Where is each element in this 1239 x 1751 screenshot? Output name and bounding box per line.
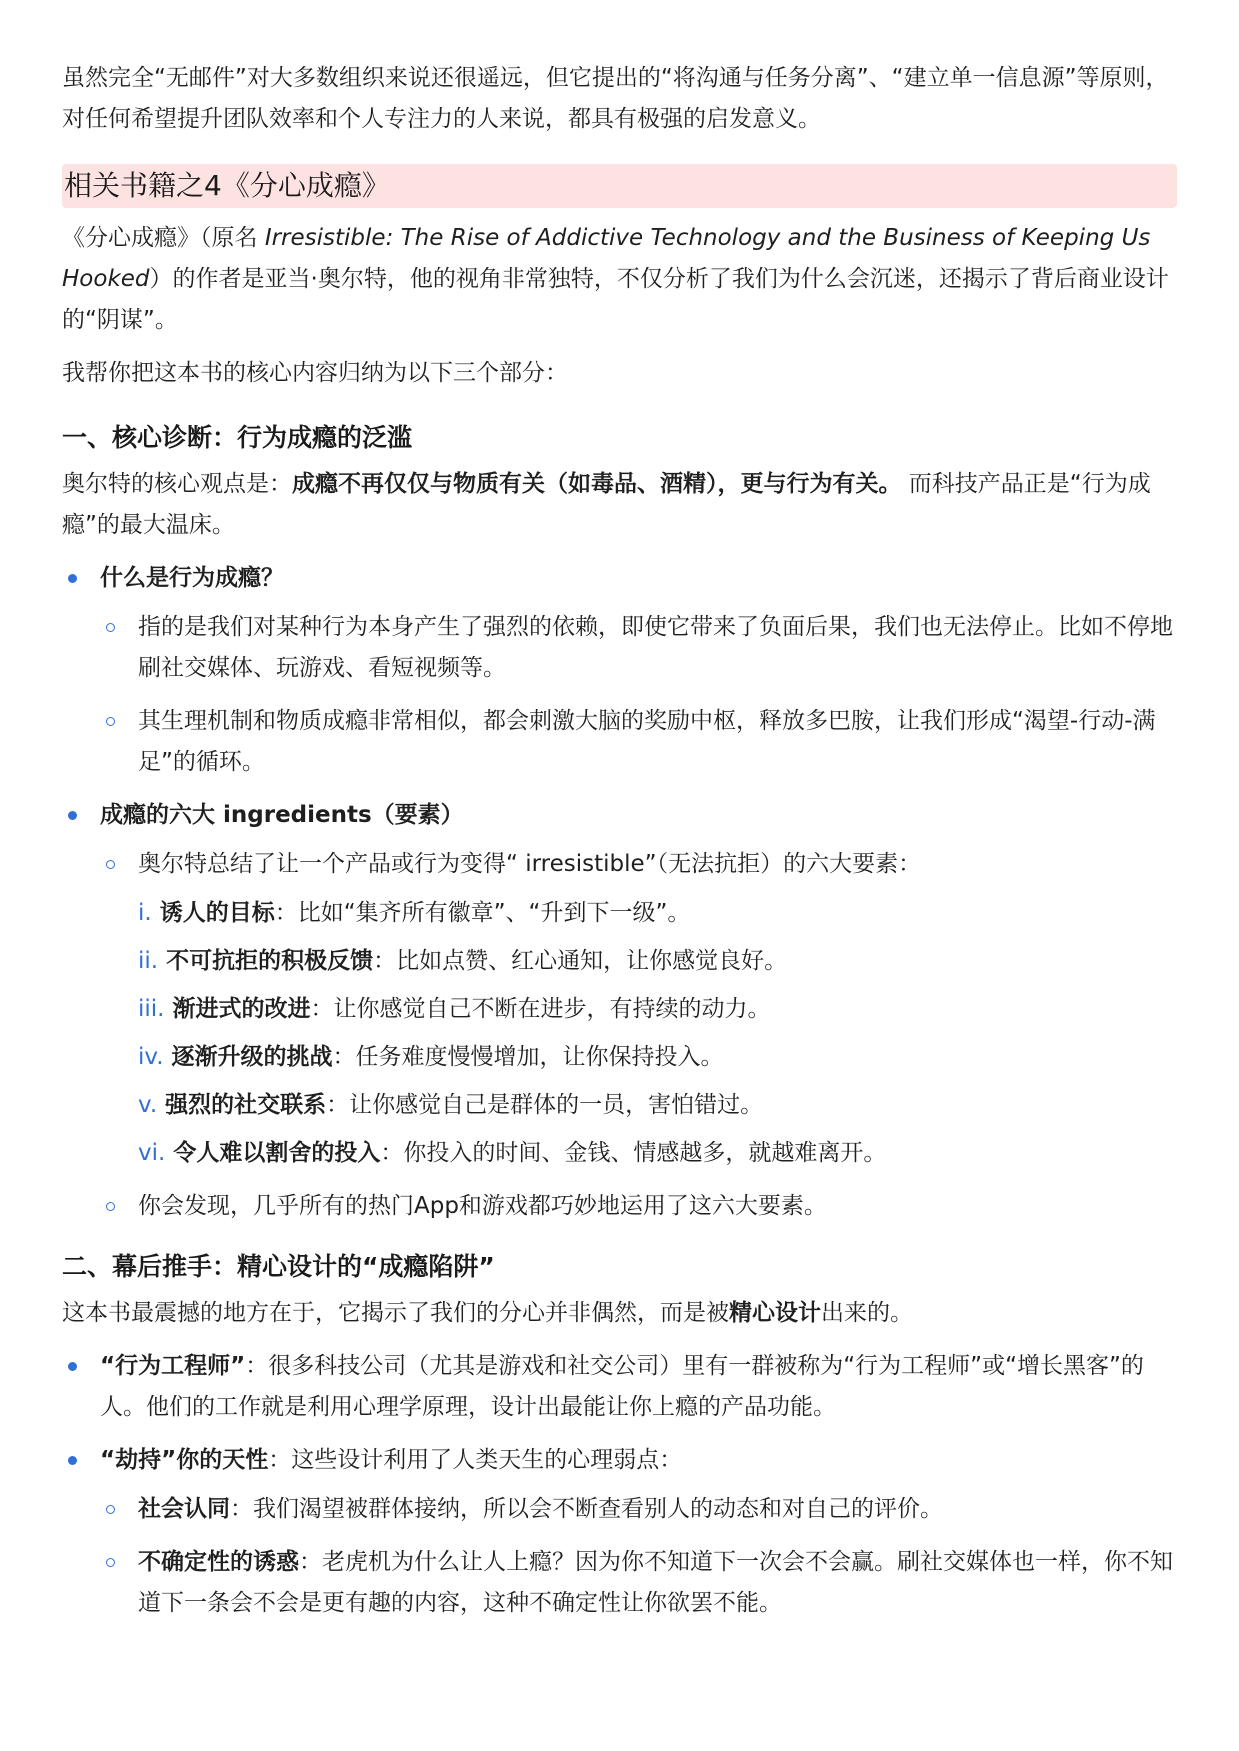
element-name: 不可抗拒的积极反馈 [166,948,374,974]
part1-para-bold: 成瘾不再仅仅与物质有关（如毒品、酒精），更与行为有关。 [292,471,902,497]
book-intro-pre: 《分心成瘾》（原名 [62,225,265,251]
element-name: 令人难以割舍的投入 [173,1140,381,1166]
element-name: 强烈的社交联系 [165,1092,327,1118]
list-item: 你会发现，几乎所有的热门App和游戏都巧妙地运用了这六大要素。 [100,1186,1177,1227]
part1-paragraph [62,464,1177,546]
element-text: ：比如“集齐所有徽章”、“升到下一级”。 [274,900,691,926]
q2-intro: 奥尔特总结了让一个产品或行为变得“ irresistible”（无法抗拒）的六大要素： [138,851,922,877]
item-text: ：我们渴望被群体接纳，所以会不断查看别人的动态和对自己的评价。 [230,1496,943,1522]
list-item [138,941,1177,982]
q1-sublist [100,607,1177,783]
q2-title: 成瘾的六大 ingredients（要素） [100,802,464,828]
part2-para-pre: 这本书最震撼的地方在于，它揭示了我们的分心并非偶然，而是被 [62,1300,729,1326]
book-intro-post: ）的作者是亚当·奥尔特，他的视角非常独特，不仅分析了我们为什么会沉迷，还揭示了背后商业设计的“阴谋”。 [62,266,1169,333]
list-item [138,893,1177,934]
section-title: 相关书籍之4《分心成瘾》 [62,164,1177,208]
b2-bold: “劫持”你的天性 [100,1447,269,1473]
list-item [100,844,1177,1174]
q1-title: 什么是行为成瘾？ [100,565,284,591]
item-bold: 不确定性的诱惑 [138,1549,299,1575]
item-number: ii. [138,948,159,974]
item-number: v. [138,1092,158,1118]
list-item-behavior-addiction [62,558,1177,783]
part2-list [62,1346,1177,1624]
list-item [138,1085,1177,1126]
part1-list [62,558,1177,1227]
element-name: 逐渐升级的挑战 [171,1044,333,1070]
list-item [138,1133,1177,1174]
item-number: iii. [138,996,165,1022]
b1-bold: “行为工程师” [100,1353,246,1379]
list-item [138,989,1177,1030]
part1-para-pre: 奥尔特的核心观点是： [62,471,292,497]
part2-paragraph [62,1293,1177,1334]
b1-text: ：很多科技公司（尤其是游戏和社交公司）里有一群被称为“行为工程师”或“增长黑客”的人。他们的工作就是利用心理学原理，设计出最能让你上瘾的产品功能。 [100,1353,1144,1420]
item-number: vi. [138,1140,166,1166]
element-text: ：让你感觉自己不断在进步，有持续的动力。 [310,996,771,1022]
list-item-behavior-engineers [62,1346,1177,1428]
b2-sublist [100,1489,1177,1624]
element-name: 渐进式的改进 [172,996,311,1022]
element-text: ：任务难度慢慢增加，让你保持投入。 [332,1044,724,1070]
element-text: ：比如点赞、红心通知，让你感觉良好。 [373,948,788,974]
six-elements-list [138,893,1177,1174]
book-intro-paragraph [62,218,1177,341]
list-item: 其生理机制和物质成瘾非常相似，都会刺激大脑的奖励中枢，释放多巴胺，让我们形成“渴望-行动-满足”的循环。 [100,701,1177,783]
item-bold: 社会认同 [138,1496,230,1522]
part1-para-post: 而科技产品正是“行为成瘾”的最大温床。 [62,471,1151,538]
part1-heading: 一、核心诊断：行为成瘾的泛滥 [62,423,413,452]
item-text: ：老虎机为什么让人上瘾？因为你不知道下一次会不会赢。刷社交媒体也一样，你不知道下一条会不会是更有趣的内容，这种不确定性让你欲罢不能。 [138,1549,1173,1616]
part2-para-bold: 精心设计 [729,1300,821,1326]
q2-sublist [100,844,1177,1227]
item-number: iv. [138,1044,164,1070]
list-item: 指的是我们对某种行为本身产生了强烈的依赖，即使它带来了负面后果，我们也无法停止。比如不停地刷社交媒体、玩游戏、看短视频等。 [100,607,1177,689]
b2-text: ：这些设计利用了人类天生的心理弱点： [268,1447,683,1473]
item-number: i. [138,900,152,926]
list-item-six-ingredients [62,795,1177,1227]
summary-lead: 我帮你把这本书的核心内容归纳为以下三个部分： [62,360,568,386]
original-title: Irresistible: The Rise of Addictive Technology and the Business of Keeping Us Hooked [62,225,1151,292]
part2-para-post: 出来的。 [821,1300,913,1326]
list-item-hijack-nature [62,1440,1177,1624]
element-text: ：让你感觉自己是群体的一员，害怕错过。 [326,1092,764,1118]
part2-heading: 二、幕后推手：精心设计的“成瘾陷阱” [62,1252,495,1281]
list-item [138,1037,1177,1078]
list-item [100,1489,1177,1530]
intro-paragraph: 虽然完全“无邮件”对大多数组织来说还很遥远，但它提出的“将沟通与任务分离”、“建立单一信息源”等原则，对任何希望提升团队效率和个人专注力的人来说，都具有极强的启发意义。 [62,65,1169,132]
element-name: 诱人的目标 [159,900,275,926]
element-text: ：你投入的时间、金钱、情感越多，就越难离开。 [380,1140,887,1166]
list-item [100,1542,1177,1624]
